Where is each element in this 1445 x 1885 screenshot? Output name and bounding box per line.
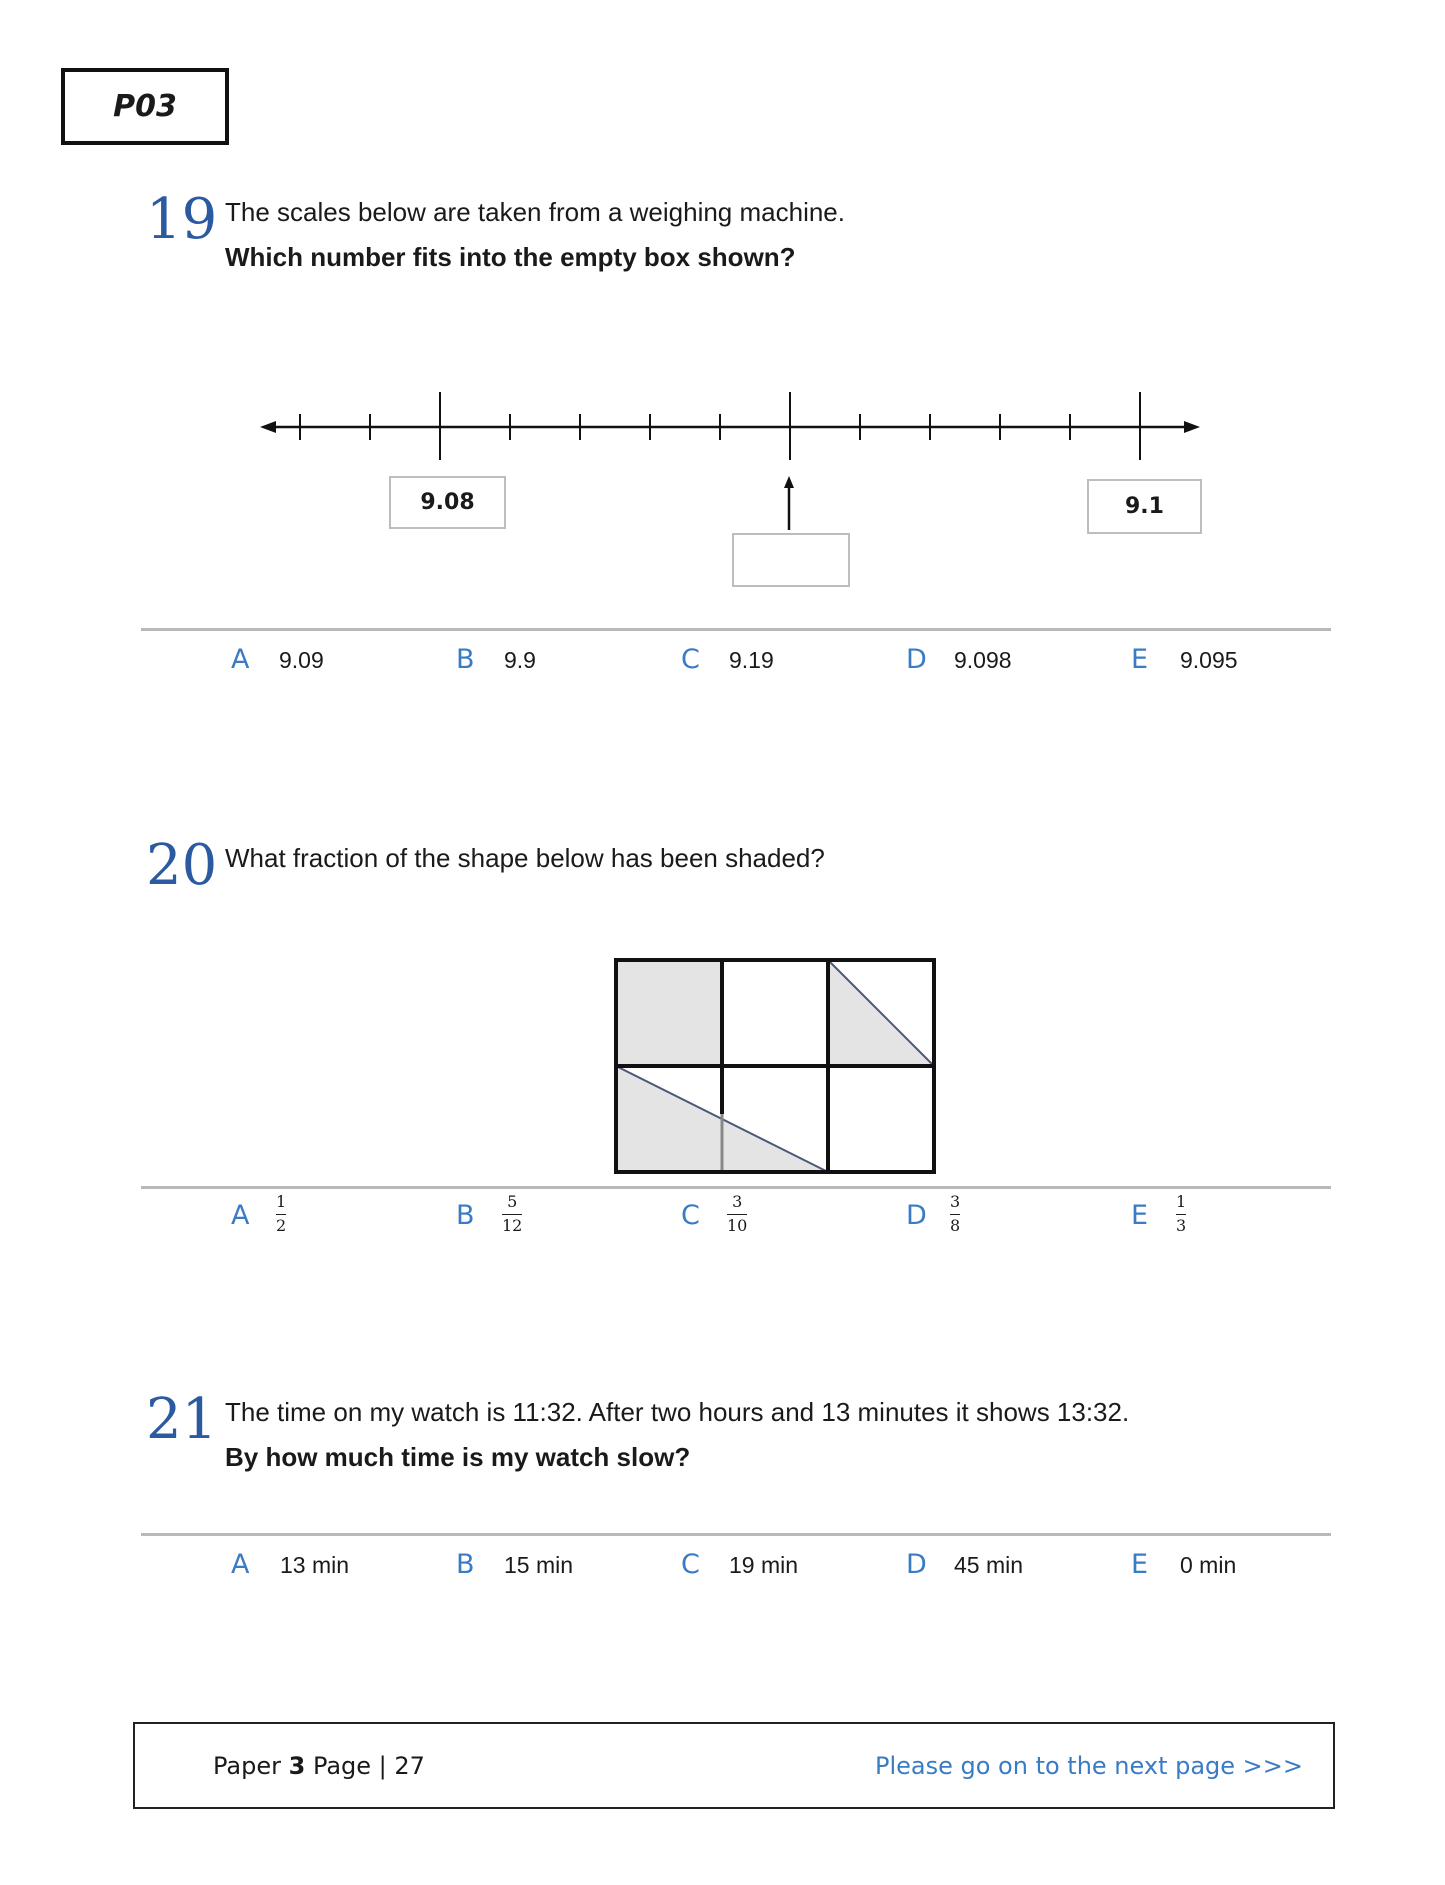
scale-label-right: 9.1 bbox=[1087, 479, 1202, 534]
q19-option-a-text[interactable]: 9.09 bbox=[279, 647, 324, 673]
q21-option-e-letter[interactable]: E bbox=[1131, 1549, 1149, 1580]
question-19-text: The scales below are taken from a weighing machine. bbox=[225, 197, 845, 227]
fraction-bar bbox=[502, 1214, 522, 1215]
fraction-bar bbox=[1176, 1214, 1186, 1215]
q20-option-d-letter[interactable]: D bbox=[906, 1200, 927, 1231]
fraction-numerator: 3 bbox=[950, 1192, 961, 1211]
fraction-denominator: 10 bbox=[727, 1215, 748, 1235]
fraction-denominator: 12 bbox=[502, 1215, 523, 1235]
q21-option-a-letter[interactable]: A bbox=[231, 1549, 250, 1580]
q19-option-d-text[interactable]: 9.098 bbox=[954, 647, 1012, 673]
q20-option-a-letter[interactable]: A bbox=[231, 1200, 250, 1231]
q21-option-e-text[interactable]: 0 min bbox=[1180, 1552, 1237, 1578]
question-21-number: 21 bbox=[146, 1387, 218, 1452]
q19-option-e-letter[interactable]: E bbox=[1131, 644, 1149, 675]
fraction-denominator: 2 bbox=[276, 1215, 287, 1235]
fraction-bar bbox=[950, 1214, 960, 1215]
q20-option-c-fraction[interactable] bbox=[727, 1194, 747, 1235]
fraction-numerator: 3 bbox=[732, 1192, 743, 1211]
question-20-number: 20 bbox=[146, 833, 218, 898]
fraction-bar bbox=[727, 1214, 747, 1215]
empty-answer-box bbox=[732, 533, 850, 587]
scale-label-left: 9.08 bbox=[389, 476, 506, 529]
q21-option-d-letter[interactable]: D bbox=[906, 1549, 927, 1580]
q21-option-c-letter[interactable]: C bbox=[681, 1549, 700, 1580]
page-footer bbox=[133, 1722, 1335, 1809]
pointer-arrow-head bbox=[784, 476, 794, 488]
q19-option-e-text[interactable]: 9.095 bbox=[1180, 647, 1238, 673]
q21-option-a-text[interactable]: 13 min bbox=[280, 1552, 350, 1578]
q19-option-b-letter[interactable]: B bbox=[456, 644, 475, 675]
scale-right-arrow bbox=[1184, 421, 1200, 433]
question-21-bold-text: By how much time is my watch slow? bbox=[225, 1442, 691, 1472]
shaded-square bbox=[616, 960, 722, 1066]
q19-option-b-text[interactable]: 9.9 bbox=[504, 647, 536, 673]
q21-option-c-text[interactable]: 19 min bbox=[729, 1552, 799, 1578]
q20-option-d-fraction[interactable] bbox=[950, 1194, 960, 1235]
fraction-numerator: 5 bbox=[507, 1192, 518, 1211]
fraction-denominator: 3 bbox=[1176, 1215, 1187, 1235]
weighing-scale bbox=[0, 380, 1445, 590]
q19-option-c-text[interactable]: 9.19 bbox=[729, 647, 774, 673]
q20-option-a-fraction[interactable] bbox=[276, 1194, 286, 1235]
question-20-divider bbox=[141, 1186, 1331, 1189]
q20-option-c-letter[interactable]: C bbox=[681, 1200, 700, 1231]
q19-option-a-letter[interactable]: A bbox=[231, 644, 250, 675]
q19-option-d-letter[interactable]: D bbox=[906, 644, 927, 675]
fraction-numerator: 1 bbox=[1176, 1192, 1187, 1211]
question-21-divider bbox=[141, 1533, 1331, 1536]
q20-option-e-letter[interactable]: E bbox=[1131, 1200, 1149, 1231]
question-19-number: 19 bbox=[146, 187, 218, 252]
q20-option-e-fraction[interactable] bbox=[1176, 1194, 1186, 1235]
fraction-denominator: 8 bbox=[950, 1215, 961, 1235]
paper-code: P03 bbox=[113, 89, 177, 124]
q19-option-c-letter[interactable]: C bbox=[681, 644, 700, 675]
footer-page-info bbox=[213, 1752, 425, 1780]
shaded-grid-shape bbox=[610, 954, 940, 1180]
footer-paper-number: 3 bbox=[288, 1752, 306, 1780]
footer-page-text: Page | 27 bbox=[305, 1752, 425, 1780]
fraction-numerator: 1 bbox=[276, 1192, 287, 1211]
question-21-text: The time on my watch is 11:32. After two hours and 13 minutes it shows 13:32. bbox=[225, 1397, 1130, 1427]
scale-left-arrow bbox=[260, 421, 276, 433]
q21-option-b-letter[interactable]: B bbox=[456, 1549, 475, 1580]
paper-code-box bbox=[61, 68, 229, 145]
q21-option-b-text[interactable]: 15 min bbox=[504, 1552, 574, 1578]
q20-option-b-letter[interactable]: B bbox=[456, 1200, 475, 1231]
footer-paper-prefix: Paper bbox=[213, 1752, 289, 1780]
question-19-bold-text: Which number fits into the empty box shown? bbox=[225, 242, 796, 272]
q20-option-b-fraction[interactable] bbox=[502, 1194, 522, 1235]
q21-option-d-text[interactable]: 45 min bbox=[954, 1552, 1024, 1578]
fraction-bar bbox=[276, 1214, 286, 1215]
question-20-text: What fraction of the shape below has been shaded? bbox=[225, 843, 825, 873]
question-19-divider bbox=[141, 628, 1331, 631]
next-page-link[interactable]: Please go on to the next page >>> bbox=[874, 1752, 1303, 1780]
